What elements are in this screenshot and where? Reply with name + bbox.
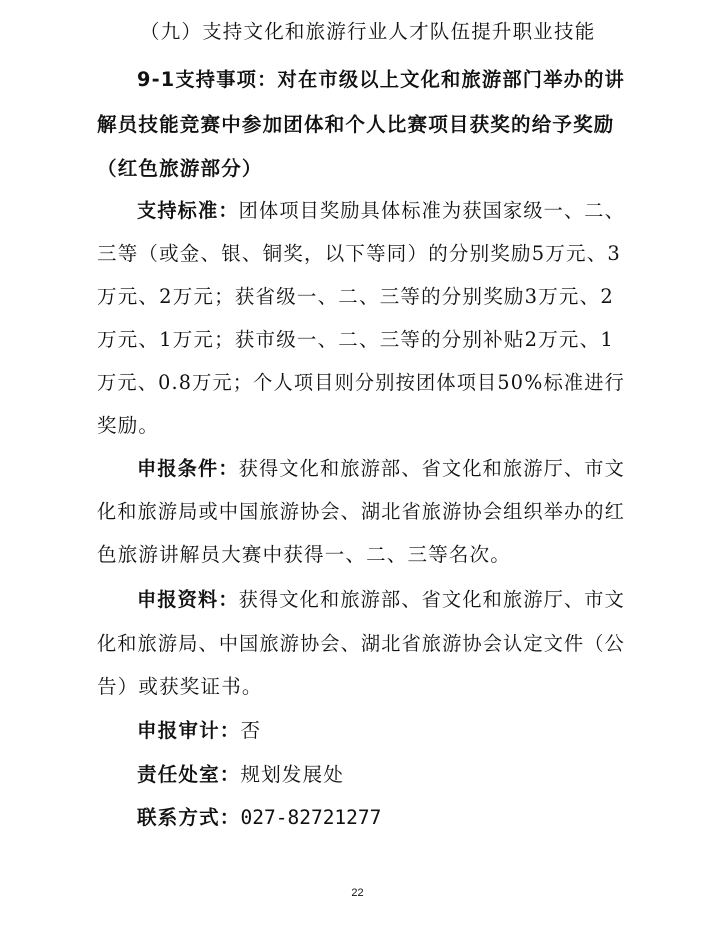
- item-label: 支持事项：: [175, 68, 278, 91]
- conditions-line-2: 化和旅游局或中国旅游协会、湖北省旅游协会组织举办的红: [97, 500, 625, 523]
- conditions-line-3: 色旅游讲解员大赛中获得一、二、三等名次。: [97, 543, 512, 566]
- audit-value: 否: [240, 719, 262, 742]
- materials-text-1: 获得文化和旅游部、省文化和旅游厅、市文: [238, 588, 625, 611]
- section-heading: （九）支持文化和旅游行业人才队伍提升职业技能: [140, 20, 596, 43]
- materials-line-1: [137, 585, 625, 615]
- standard-label: 支持标准：: [137, 199, 239, 222]
- materials-label: 申报资料：: [137, 588, 239, 611]
- standard-line-3: 万元、2万元；获省级一、二、三等的分别奖励3万元、2: [97, 285, 614, 308]
- contact-value: 027-82721277: [240, 806, 382, 829]
- materials-line-3: 告）或获奖证书。: [97, 675, 263, 698]
- item-title-text-1: 对在市级以上文化和旅游部门举办的讲: [277, 68, 625, 91]
- conditions-text-1: 获得文化和旅游部、省文化和旅游厅、市文: [238, 457, 625, 480]
- item-title-line-3: （红色旅游部分）: [97, 157, 263, 180]
- standard-line-6: 奖励。: [97, 414, 160, 437]
- contact-label: 联系方式：: [137, 806, 241, 829]
- item-title-line-2: 解员技能竞赛中参加团体和个人比赛项目获奖的给予奖励: [97, 113, 615, 136]
- page-number: 22: [351, 887, 364, 899]
- standard-line-4: 万元、1万元；获市级一、二、三等的分别补贴2万元、1: [97, 328, 614, 351]
- standard-line-1: [137, 196, 625, 226]
- conditions-line-1: [137, 454, 625, 484]
- item-number: 9-1: [137, 68, 176, 91]
- department-line: [137, 760, 344, 790]
- conditions-label: 申报条件：: [137, 457, 239, 480]
- contact-line: [137, 803, 381, 833]
- item-title-line-1: [137, 65, 625, 95]
- standard-line-2: 三等（或金、银、铜奖，以下等同）的分别奖励5万元、3: [97, 242, 622, 265]
- standard-text-1: 团体项目奖励具体标准为获国家级一、二、: [238, 199, 625, 222]
- standard-line-5: 万元、0.8万元；个人项目则分别按团体项目50%标准进行: [97, 371, 626, 394]
- audit-line: [137, 716, 261, 746]
- materials-line-2: 化和旅游局、中国旅游协会、湖北省旅游协会认定文件（公: [97, 632, 625, 655]
- department-label: 责任处室：: [137, 763, 241, 786]
- department-value: 规划发展处: [240, 763, 345, 786]
- audit-label: 申报审计：: [137, 719, 241, 742]
